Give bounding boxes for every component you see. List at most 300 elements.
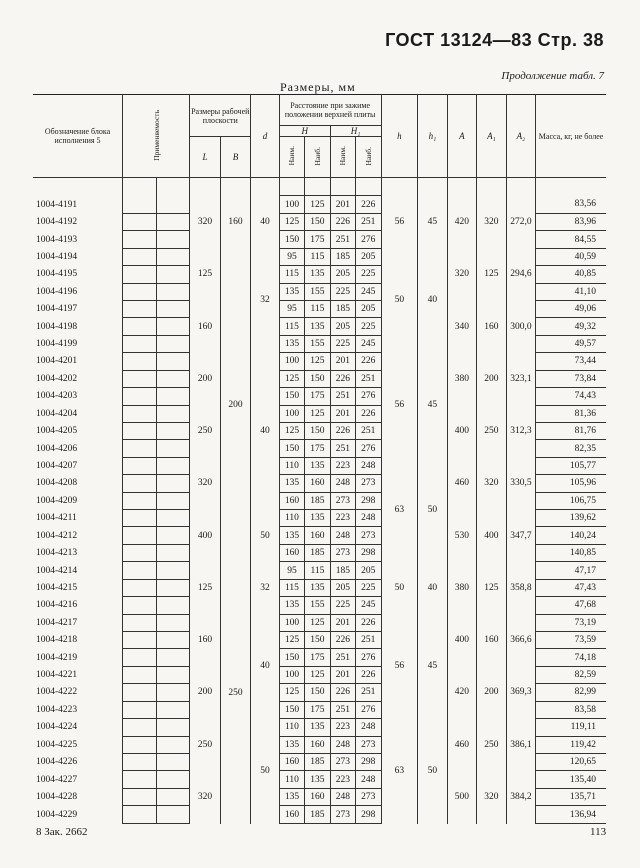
H-max: 175	[305, 440, 330, 457]
dim-A2: 323,1	[506, 353, 536, 405]
H1-min: 223	[330, 510, 355, 527]
dim-A: 420	[447, 196, 477, 248]
mass-value: 81,36	[536, 405, 606, 422]
H1-max: 225	[356, 579, 381, 596]
H1-max: 226	[356, 405, 381, 422]
H1-min: 248	[330, 788, 355, 805]
H-min: 115	[279, 579, 304, 596]
H-max: 125	[305, 196, 330, 213]
applicability-cell	[123, 527, 157, 544]
H-min: 150	[279, 701, 304, 718]
block-designation: 1004-4208	[33, 475, 123, 492]
H1-min: 251	[330, 231, 355, 248]
mass-value: 47,68	[536, 597, 606, 614]
H1-min: 273	[330, 753, 355, 770]
mass-value: 83,56	[536, 196, 606, 213]
block-designation: 1004-4223	[33, 701, 123, 718]
table-row	[33, 405, 606, 422]
table-caption: Размеры, мм	[280, 80, 356, 94]
mass-value: 41,10	[536, 283, 606, 300]
H-min: 110	[279, 457, 304, 474]
applicability-cell	[156, 510, 190, 527]
H1-min: 201	[330, 405, 355, 422]
H-max: 135	[305, 457, 330, 474]
applicability-cell	[123, 666, 157, 683]
H-max: 150	[305, 684, 330, 701]
header-applicability: Применяемость	[123, 95, 190, 178]
H-max: 135	[305, 719, 330, 736]
applicability-cell	[123, 266, 157, 283]
applicability-cell	[123, 753, 157, 770]
table-row	[33, 666, 606, 683]
block-designation: 1004-4196	[33, 283, 123, 300]
table-row	[33, 719, 606, 736]
applicability-cell	[156, 457, 190, 474]
H-max: 135	[305, 266, 330, 283]
H-min: 95	[279, 300, 304, 317]
H-min: 125	[279, 213, 304, 230]
applicability-cell	[123, 405, 157, 422]
applicability-cell	[123, 632, 157, 649]
table-row	[33, 614, 606, 631]
H1-min: 223	[330, 771, 355, 788]
dim-d: 40	[251, 196, 279, 248]
H-max: 185	[305, 753, 330, 770]
H-min: 95	[279, 248, 304, 265]
dim-A1: 320	[477, 457, 507, 509]
applicability-cell	[156, 231, 190, 248]
dim-A1: 160	[477, 614, 507, 666]
H-min: 100	[279, 196, 304, 213]
H-min: 160	[279, 492, 304, 509]
H-min: 110	[279, 771, 304, 788]
block-designation: 1004-4222	[33, 684, 123, 701]
applicability-cell	[123, 806, 157, 824]
block-designation: 1004-4226	[33, 753, 123, 770]
mass-value: 74,43	[536, 388, 606, 405]
header-mass: Масса, кг, не более	[536, 95, 606, 178]
H1-max: 276	[356, 701, 381, 718]
H-min: 135	[279, 283, 304, 300]
dim-L: 160	[190, 614, 221, 666]
H-max: 185	[305, 492, 330, 509]
dim-A1: 320	[477, 196, 507, 248]
block-designation: 1004-4213	[33, 544, 123, 561]
H-min: 150	[279, 440, 304, 457]
dim-h: 56	[381, 196, 418, 248]
H1-max: 273	[356, 736, 381, 753]
dim-h: 56	[381, 614, 418, 719]
block-designation: 1004-4191	[33, 196, 123, 213]
H-max: 135	[305, 579, 330, 596]
H1-max: 226	[356, 196, 381, 213]
H-min: 135	[279, 335, 304, 352]
H1-min: 226	[330, 422, 355, 439]
H1-min: 248	[330, 527, 355, 544]
applicability-cell	[156, 353, 190, 370]
mass-value: 73,19	[536, 614, 606, 631]
H-min: 135	[279, 527, 304, 544]
H-min: 110	[279, 719, 304, 736]
H1-min: 225	[330, 597, 355, 614]
H1-max: 276	[356, 388, 381, 405]
applicability-cell	[156, 806, 190, 824]
dim-A2: 312,3	[506, 405, 536, 457]
applicability-cell	[123, 440, 157, 457]
applicability-cell	[156, 422, 190, 439]
block-designation: 1004-4197	[33, 300, 123, 317]
applicability-cell	[123, 684, 157, 701]
H-min: 125	[279, 684, 304, 701]
table-row	[33, 510, 606, 527]
H1-min: 251	[330, 388, 355, 405]
block-designation: 1004-4201	[33, 353, 123, 370]
block-designation: 1004-4217	[33, 614, 123, 631]
dim-B: 200	[220, 248, 251, 562]
applicability-cell	[123, 562, 157, 579]
dim-B: 250	[220, 562, 251, 824]
applicability-cell	[156, 475, 190, 492]
dim-A: 460	[447, 719, 477, 771]
dim-A1: 250	[477, 719, 507, 771]
H1-max: 273	[356, 475, 381, 492]
dim-A: 530	[447, 510, 477, 562]
H1-min: 205	[330, 579, 355, 596]
dim-L: 125	[190, 562, 221, 614]
table-continuation-note: Продолжение табл. 7	[501, 70, 604, 82]
dim-L: 320	[190, 771, 221, 824]
dim-A1: 125	[477, 248, 507, 300]
H1-min: 225	[330, 335, 355, 352]
H1-max: 225	[356, 318, 381, 335]
applicability-cell	[123, 579, 157, 596]
block-designation: 1004-4211	[33, 510, 123, 527]
H1-max: 298	[356, 753, 381, 770]
H-max: 135	[305, 771, 330, 788]
header-h1: h₁	[418, 95, 448, 178]
applicability-cell	[123, 335, 157, 352]
H1-max: 251	[356, 422, 381, 439]
header-A2: A₂	[506, 95, 536, 178]
H1-min: 273	[330, 492, 355, 509]
dim-L: 250	[190, 719, 221, 771]
applicability-cell	[123, 388, 157, 405]
dim-A2: 386,1	[506, 719, 536, 771]
applicability-cell	[123, 701, 157, 718]
H-max: 125	[305, 405, 330, 422]
H-min: 100	[279, 666, 304, 683]
H-max: 160	[305, 475, 330, 492]
dim-h1: 45	[418, 614, 448, 719]
H1-min: 251	[330, 701, 355, 718]
H1-max: 276	[356, 649, 381, 666]
mass-value: 49,32	[536, 318, 606, 335]
dim-h1: 50	[418, 457, 448, 562]
mass-value: 73,44	[536, 353, 606, 370]
H-min: 160	[279, 806, 304, 824]
H1-max: 225	[356, 266, 381, 283]
H-max: 185	[305, 544, 330, 561]
H1-max: 251	[356, 370, 381, 387]
mass-value: 40,85	[536, 266, 606, 283]
block-designation: 1004-4205	[33, 422, 123, 439]
dim-A: 320	[447, 248, 477, 300]
applicability-cell	[123, 649, 157, 666]
block-designation: 1004-4221	[33, 666, 123, 683]
applicability-cell	[123, 318, 157, 335]
applicability-cell	[156, 370, 190, 387]
dim-d: 32	[251, 562, 279, 614]
applicability-cell	[156, 405, 190, 422]
applicability-cell	[156, 579, 190, 596]
mass-value: 47,17	[536, 562, 606, 579]
applicability-cell	[123, 248, 157, 265]
H1-min: 223	[330, 457, 355, 474]
applicability-cell	[156, 388, 190, 405]
block-designation: 1004-4225	[33, 736, 123, 753]
dim-A1: 400	[477, 510, 507, 562]
block-designation: 1004-4209	[33, 492, 123, 509]
H1-max: 273	[356, 527, 381, 544]
mass-value: 135,40	[536, 771, 606, 788]
mass-value: 73,59	[536, 632, 606, 649]
H1-max: 226	[356, 353, 381, 370]
H-max: 160	[305, 788, 330, 805]
header-H-max: Наиб.	[305, 137, 330, 178]
dim-L: 320	[190, 196, 221, 248]
H-min: 115	[279, 266, 304, 283]
mass-value: 135,71	[536, 788, 606, 805]
H1-max: 205	[356, 562, 381, 579]
H1-max: 273	[356, 788, 381, 805]
applicability-cell	[123, 771, 157, 788]
H-max: 175	[305, 388, 330, 405]
dim-L: 400	[190, 510, 221, 562]
H-min: 100	[279, 353, 304, 370]
H1-max: 205	[356, 248, 381, 265]
dim-h: 50	[381, 562, 418, 614]
dim-h: 56	[381, 353, 418, 458]
H1-max: 226	[356, 614, 381, 631]
H1-max: 248	[356, 719, 381, 736]
applicability-cell	[156, 283, 190, 300]
mass-value: 119,42	[536, 736, 606, 753]
dim-h: 50	[381, 248, 418, 353]
block-designation: 1004-4202	[33, 370, 123, 387]
applicability-cell	[123, 736, 157, 753]
H-max: 150	[305, 422, 330, 439]
dim-A1: 160	[477, 300, 507, 352]
table-row	[33, 248, 606, 265]
applicability-cell	[123, 457, 157, 474]
H1-min: 185	[330, 562, 355, 579]
H-min: 150	[279, 231, 304, 248]
block-designation: 1004-4212	[33, 527, 123, 544]
header-A: A	[447, 95, 477, 178]
H1-min: 226	[330, 213, 355, 230]
applicability-cell	[123, 231, 157, 248]
dim-L: 200	[190, 353, 221, 405]
H1-max: 248	[356, 457, 381, 474]
block-designation: 1004-4215	[33, 579, 123, 596]
H1-min: 248	[330, 475, 355, 492]
dim-h1: 45	[418, 353, 448, 458]
H1-min: 201	[330, 614, 355, 631]
H-max: 155	[305, 283, 330, 300]
dim-h1: 50	[418, 719, 448, 824]
H1-min: 205	[330, 266, 355, 283]
H-max: 175	[305, 701, 330, 718]
H1-min: 273	[330, 544, 355, 561]
applicability-cell	[123, 544, 157, 561]
H1-max: 298	[356, 544, 381, 561]
header-L: L	[190, 137, 221, 178]
mass-value: 82,99	[536, 684, 606, 701]
H-min: 95	[279, 562, 304, 579]
H-min: 100	[279, 614, 304, 631]
H1-min: 201	[330, 353, 355, 370]
applicability-cell	[156, 492, 190, 509]
dim-A: 380	[447, 562, 477, 614]
applicability-cell	[123, 196, 157, 213]
dim-A1: 200	[477, 353, 507, 405]
mass-value: 47,43	[536, 579, 606, 596]
applicability-cell	[123, 788, 157, 805]
block-designation: 1004-4194	[33, 248, 123, 265]
block-designation: 1004-4218	[33, 632, 123, 649]
block-designation: 1004-4227	[33, 771, 123, 788]
dim-L: 250	[190, 405, 221, 457]
dim-A: 500	[447, 771, 477, 824]
block-designation: 1004-4195	[33, 266, 123, 283]
H-max: 155	[305, 597, 330, 614]
H1-min: 223	[330, 719, 355, 736]
mass-value: 84,55	[536, 231, 606, 248]
block-designation: 1004-4192	[33, 213, 123, 230]
H1-max: 298	[356, 492, 381, 509]
H-min: 100	[279, 405, 304, 422]
dim-L: 320	[190, 457, 221, 509]
standard-number: ГОСТ 13124—83 Стр. 38	[385, 30, 604, 50]
H1-min: 185	[330, 248, 355, 265]
H-max: 150	[305, 213, 330, 230]
mass-value: 105,96	[536, 475, 606, 492]
H-min: 135	[279, 788, 304, 805]
header-distance: Расстояние при зажиме положении верхней плиты	[279, 95, 381, 126]
dim-h: 63	[381, 457, 418, 562]
H-min: 150	[279, 649, 304, 666]
table-row	[33, 300, 606, 317]
header-work-dims: Размеры рабочей плоскости	[190, 95, 251, 137]
applicability-cell	[156, 335, 190, 352]
H1-min: 248	[330, 736, 355, 753]
table-row	[33, 771, 606, 788]
H-max: 115	[305, 300, 330, 317]
header-designation: Обозначение блока исполнения 5	[33, 95, 123, 178]
H1-min: 226	[330, 632, 355, 649]
H-min: 135	[279, 736, 304, 753]
mass-value: 83,58	[536, 701, 606, 718]
dim-L: 160	[190, 300, 221, 352]
applicability-cell	[156, 684, 190, 701]
H1-max: 276	[356, 440, 381, 457]
dim-A1: 320	[477, 771, 507, 824]
table-row	[33, 196, 606, 213]
table-row	[33, 457, 606, 474]
table-row	[33, 562, 606, 579]
block-designation: 1004-4203	[33, 388, 123, 405]
H1-max: 251	[356, 213, 381, 230]
dim-A2: 347,7	[506, 510, 536, 562]
header-h: h	[381, 95, 418, 178]
applicability-cell	[156, 318, 190, 335]
dim-d: 40	[251, 353, 279, 510]
H-max: 175	[305, 649, 330, 666]
applicability-cell	[156, 771, 190, 788]
H1-max: 226	[356, 666, 381, 683]
H1-min: 251	[330, 649, 355, 666]
header-H-min: Наим.	[279, 137, 304, 178]
applicability-cell	[156, 213, 190, 230]
H-max: 115	[305, 562, 330, 579]
block-designation: 1004-4206	[33, 440, 123, 457]
H1-max: 245	[356, 597, 381, 614]
applicability-cell	[156, 440, 190, 457]
page-number: 113	[590, 826, 607, 838]
applicability-cell	[123, 614, 157, 631]
H1-max: 245	[356, 335, 381, 352]
block-designation: 1004-4199	[33, 335, 123, 352]
table-row	[33, 353, 606, 370]
H-max: 175	[305, 231, 330, 248]
mass-value: 49,06	[536, 300, 606, 317]
applicability-cell	[156, 196, 190, 213]
H-max: 115	[305, 248, 330, 265]
H1-max: 251	[356, 684, 381, 701]
H1-min: 226	[330, 684, 355, 701]
dim-h1: 40	[418, 562, 448, 614]
block-designation: 1004-4219	[33, 649, 123, 666]
mass-value: 40,59	[536, 248, 606, 265]
block-designation: 1004-4228	[33, 788, 123, 805]
mass-value: 82,59	[536, 666, 606, 683]
dimensions-table	[33, 94, 606, 824]
mass-value: 81,76	[536, 422, 606, 439]
H1-min: 226	[330, 370, 355, 387]
dim-L: 125	[190, 248, 221, 300]
print-order-note: 8 Зак. 2662	[36, 826, 88, 838]
H-min: 135	[279, 475, 304, 492]
H1-min: 201	[330, 196, 355, 213]
H1-max: 251	[356, 632, 381, 649]
block-designation: 1004-4214	[33, 562, 123, 579]
applicability-cell	[123, 475, 157, 492]
H-min: 160	[279, 753, 304, 770]
H-min: 115	[279, 318, 304, 335]
H-min: 150	[279, 388, 304, 405]
H1-min: 273	[330, 806, 355, 824]
H1-max: 276	[356, 231, 381, 248]
H-max: 185	[305, 806, 330, 824]
dim-A2: 384,2	[506, 771, 536, 824]
applicability-cell	[156, 266, 190, 283]
H1-max: 245	[356, 283, 381, 300]
dim-A2: 369,3	[506, 666, 536, 718]
H-max: 155	[305, 335, 330, 352]
applicability-cell	[123, 300, 157, 317]
applicability-cell	[156, 788, 190, 805]
mass-value: 120,65	[536, 753, 606, 770]
